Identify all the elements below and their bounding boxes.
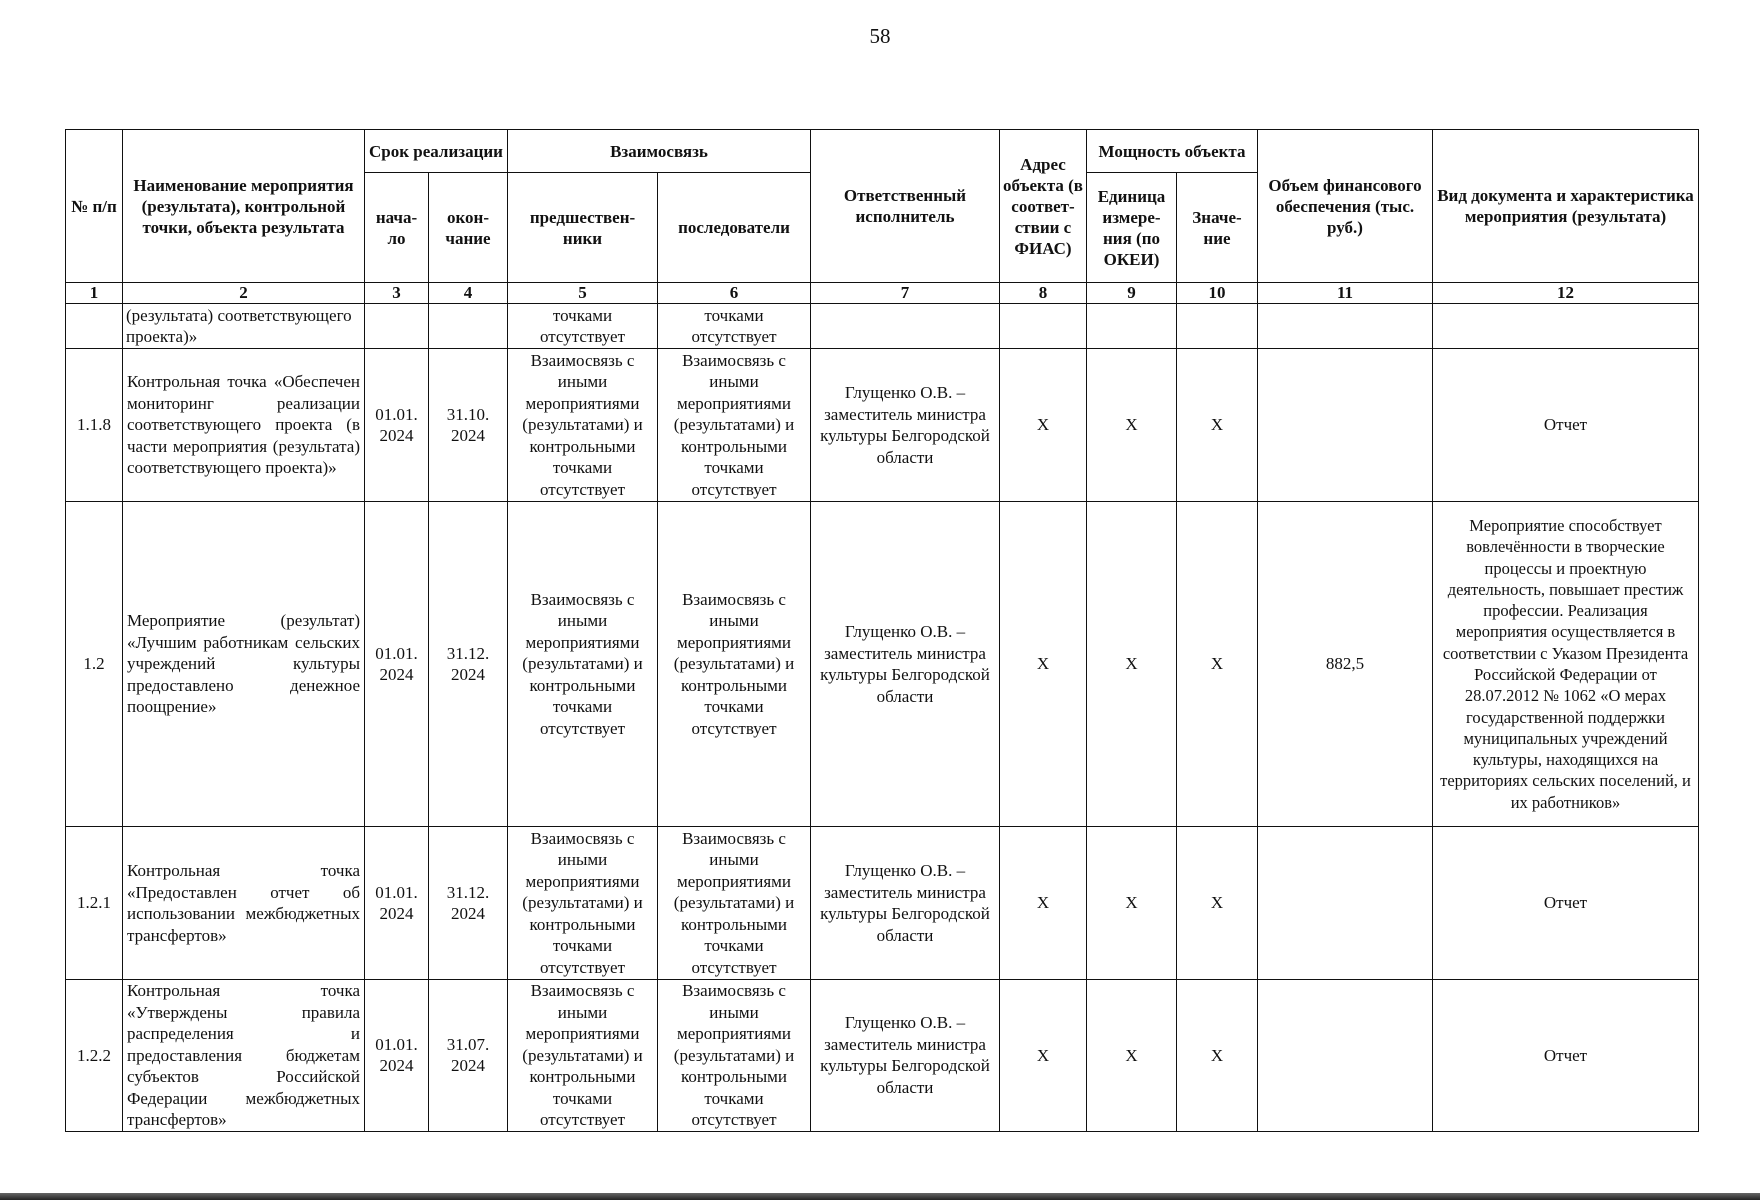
header-predecessors: предшествен-ники [508, 173, 658, 283]
column-number: 1 [66, 283, 123, 304]
header-num: № п/п [66, 130, 123, 283]
column-number: 5 [508, 283, 658, 304]
row-start: 01.01. 2024 [365, 502, 429, 827]
column-number: 6 [658, 283, 811, 304]
row-start: 01.01. 2024 [365, 827, 429, 980]
row-successors: Взаимосвязь с иными мероприятиями (результатами) и контрольными точками отсутствует [658, 827, 811, 980]
column-number: 7 [811, 283, 1000, 304]
row-doc: Отчет [1433, 349, 1699, 502]
column-number: 11 [1258, 283, 1433, 304]
row-address: X [1000, 349, 1087, 502]
row-predecessors: Взаимосвязь с иными мероприятиями (результатами) и контрольными точками отсутствует [508, 980, 658, 1132]
row-start: 01.01. 2024 [365, 980, 429, 1132]
row-name: (результата) соответствующего проекта)» [123, 304, 365, 349]
plan-table [65, 129, 1699, 1132]
row-successors: Взаимосвязь с иными мероприятиями (результатами) и контрольными точками отсутствует [658, 349, 811, 502]
row-address: X [1000, 502, 1087, 827]
row-end: 31.10. 2024 [429, 349, 508, 502]
row-unit: X [1087, 980, 1177, 1132]
row-value: X [1177, 980, 1258, 1132]
row-value: X [1177, 827, 1258, 980]
row-predecessors: Взаимосвязь с иными мероприятиями (результатами) и контрольными точками отсутствует [508, 349, 658, 502]
page-number: 58 [869, 24, 891, 48]
row-num: 1.2 [66, 502, 123, 827]
row-executor: Глущенко О.В. – заместитель министра культуры Белгородской области [811, 349, 1000, 502]
scan-edge-bar [0, 1193, 1760, 1200]
table-row [66, 980, 1699, 1132]
column-number: 9 [1087, 283, 1177, 304]
row-predecessors: Взаимосвязь с иными мероприятиями (результатами) и контрольными точками отсутствует [508, 827, 658, 980]
header-start: нача-ло [365, 173, 429, 283]
header-executor: Ответственный исполнитель [811, 130, 1000, 283]
row-successors: Взаимосвязь с иными мероприятиями (результатами) и контрольными точками отсутствует [658, 502, 811, 827]
row-funding [1258, 980, 1433, 1132]
header-doc-type: Вид документа и характеристика мероприятия (результата) [1433, 130, 1699, 283]
row-executor: Глущенко О.В. – заместитель министра культуры Белгородской области [811, 980, 1000, 1132]
row-predecessors: Взаимосвязь с иными мероприятиями (результатами) и контрольными точками отсутствует [508, 502, 658, 827]
row-address: X [1000, 980, 1087, 1132]
header-funding: Объем финансового обеспечения (тыс. руб.) [1258, 130, 1433, 283]
table-row-continuation [66, 304, 1699, 349]
column-number: 12 [1433, 283, 1699, 304]
row-funding [1258, 349, 1433, 502]
header-end: окон-чание [429, 173, 508, 283]
header-value: Значе-ние [1177, 173, 1258, 283]
column-number: 3 [365, 283, 429, 304]
row-value: X [1177, 502, 1258, 827]
row-doc: Отчет [1433, 827, 1699, 980]
row-name: Контрольная точка «Утверждены правила распределения и предоставления бюджетам субъектов Российской Федерации межбюджетных трансфертов» [123, 980, 365, 1132]
column-number: 8 [1000, 283, 1087, 304]
row-num: 1.1.8 [66, 349, 123, 502]
column-numbers-row [66, 283, 1699, 304]
row-num: 1.2.1 [66, 827, 123, 980]
row-name: Контрольная точка «Обеспечен мониторинг реализации соответствующего проекта (в части мероприятия (результата) соответствующего проекта)» [123, 349, 365, 502]
header-address: Адрес объекта (в соответ-ствии с ФИАС) [1000, 130, 1087, 283]
header-relation: Взаимосвязь [508, 130, 811, 173]
row-executor: Глущенко О.В. – заместитель министра культуры Белгородской области [811, 502, 1000, 827]
header-capacity: Мощность объекта [1087, 130, 1258, 173]
header-unit: Единица измере-ния (по ОКЕИ) [1087, 173, 1177, 283]
header-name: Наименование мероприятия (результата), контрольной точки, объекта результата [123, 130, 365, 283]
row-unit: X [1087, 502, 1177, 827]
table-row [66, 502, 1699, 827]
row-name: Контрольная точка «Предоставлен отчет об использовании межбюджетных трансфертов» [123, 827, 365, 980]
row-end: 31.12. 2024 [429, 502, 508, 827]
column-number: 4 [429, 283, 508, 304]
row-value: X [1177, 349, 1258, 502]
row-unit: X [1087, 827, 1177, 980]
row-doc: Мероприятие способствует вовлечённости в творческие процессы и проектную деятельность, повышает престиж профессии. Реализация мероприятия осуществляется в соответствии с Указом Президента Российской Федерации от 28.07.2012 № 1062 «О мерах государственной поддержки муниципальных учреждений культуры, находящихся на территориях сельских поселений, и их работников» [1433, 502, 1699, 827]
row-num: 1.2.2 [66, 980, 123, 1132]
row-successors: Взаимосвязь с иными мероприятиями (результатами) и контрольными точками отсутствует [658, 980, 811, 1132]
row-unit: X [1087, 349, 1177, 502]
column-number: 10 [1177, 283, 1258, 304]
row-executor: Глущенко О.В. – заместитель министра культуры Белгородской области [811, 827, 1000, 980]
header-successors: последователи [658, 173, 811, 283]
table-row [66, 349, 1699, 502]
row-successors: точками отсутствует [658, 304, 811, 349]
row-address: X [1000, 827, 1087, 980]
header-term: Срок реализации [365, 130, 508, 173]
row-end: 31.12. 2024 [429, 827, 508, 980]
column-number: 2 [123, 283, 365, 304]
table-row [66, 827, 1699, 980]
row-funding: 882,5 [1258, 502, 1433, 827]
row-end: 31.07. 2024 [429, 980, 508, 1132]
row-predecessors: точками отсутствует [508, 304, 658, 349]
row-funding [1258, 827, 1433, 980]
row-doc: Отчет [1433, 980, 1699, 1132]
row-start: 01.01. 2024 [365, 349, 429, 502]
row-name: Мероприятие (результат) «Лучшим работникам сельских учреждений культуры предоставлено денежное поощрение» [123, 502, 365, 827]
